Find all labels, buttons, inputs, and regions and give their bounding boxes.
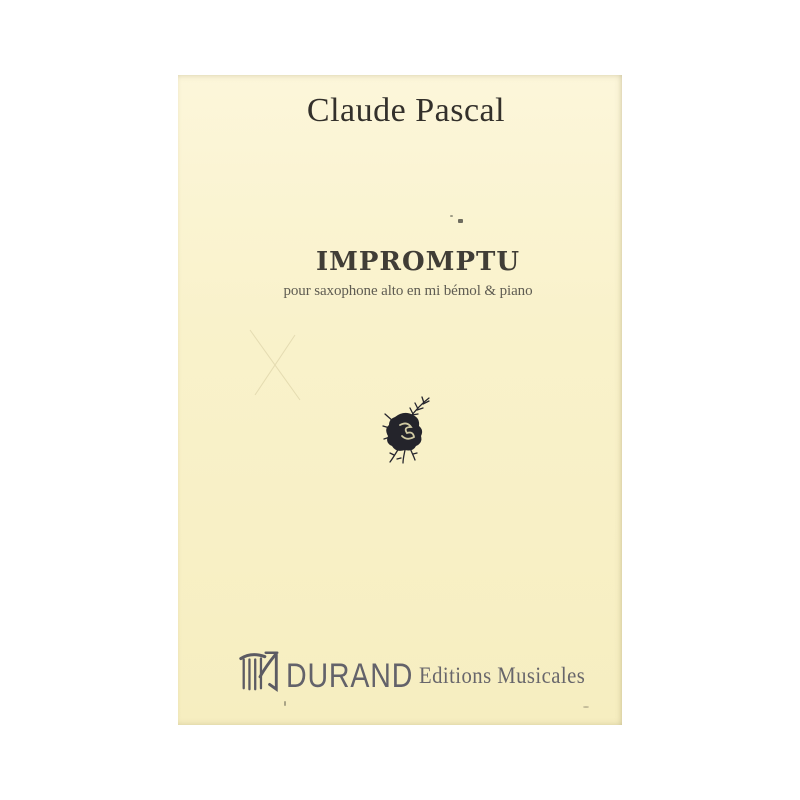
publisher-tagline: Editions Musicales: [419, 663, 586, 688]
work-subtitle: pour saxophone alto en mi bémol & piano: [283, 283, 533, 299]
durand-lyre-icon: [237, 649, 283, 693]
scan-speck: [284, 701, 286, 706]
paper-crease: [248, 325, 308, 405]
scan-speck: [450, 215, 453, 217]
publisher-row: [237, 649, 604, 699]
scan-speck: [583, 706, 589, 708]
floral-sprig-stamp-icon: [382, 396, 432, 464]
publisher-name: DURAND: [286, 657, 414, 695]
composer-name: Claude Pascal: [306, 92, 506, 129]
scan-speck: [458, 219, 463, 223]
work-title: IMPROMPTU: [315, 247, 521, 277]
cover-page: [178, 75, 622, 725]
